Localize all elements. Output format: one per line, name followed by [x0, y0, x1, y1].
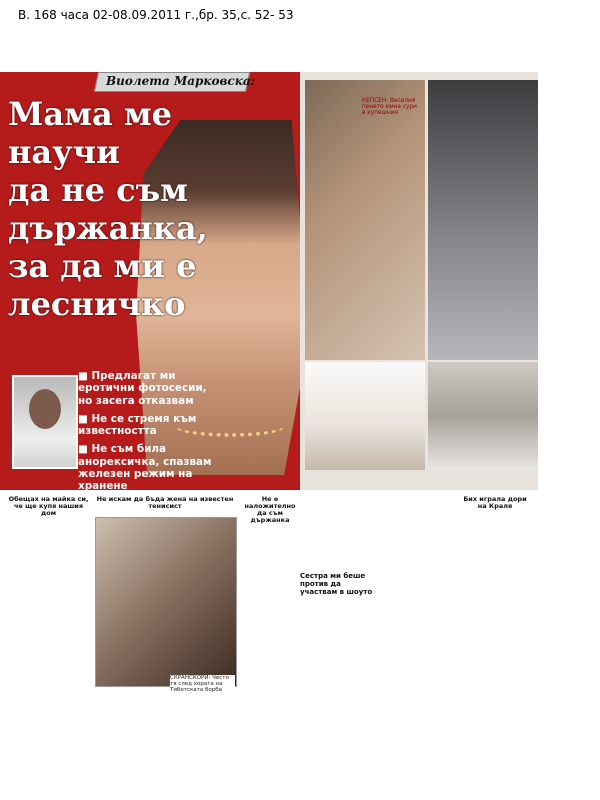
bullet-item: ■ Предлагат ми еротични фотосесии, но засега отказвам: [78, 370, 207, 407]
page-caption: В. 168 часа 02-08.09.2011 г.,бр. 35,с. 52- 53: [18, 8, 294, 22]
article-column: [240, 492, 300, 528]
bullet-item: ■ Не съм била анорексичка, спазвам железен режим на хранене: [78, 443, 212, 493]
couple-photo: [95, 517, 237, 687]
stage-photo: [305, 362, 425, 470]
photo-caption-small: СКРАНСКОРИ: Често тя след хората на Тибетската борба: [170, 675, 235, 693]
headline-line: лесничко: [8, 285, 186, 323]
section-head: Бих играла дори на Краля: [463, 495, 527, 510]
bullets-list: [78, 370, 223, 499]
section-head: Обещах на майка си, че ще купя нашия дом: [8, 495, 89, 517]
byline: Виолета Марковска:: [106, 74, 256, 88]
headline-line: Мама ме научи: [8, 95, 172, 171]
article-column: [460, 492, 530, 514]
closeup-photo: [428, 80, 538, 360]
headline-line: да не съм: [8, 171, 188, 209]
section-head: Не е наложително да съм държанка: [244, 495, 296, 524]
sidebar-text: [538, 72, 600, 490]
pull-quote: Сестра ми беше против да участвам в шоуто: [300, 572, 373, 596]
section-head: Не искам да бъда жена на известен тенисист: [96, 495, 234, 510]
article-column: [95, 492, 235, 514]
skater-photo: [305, 80, 425, 360]
costume-photo: [428, 362, 538, 470]
article-column: [6, 492, 91, 521]
headline-line: за да ми е: [8, 247, 197, 285]
bullet-item: ■ Не се стремя към известността: [78, 412, 197, 438]
article-body: [0, 492, 600, 792]
photo-caption: КЕПСЕН: Веселия пенето мина сури в купешния: [362, 98, 417, 116]
inset-photo: [12, 375, 78, 469]
headline-line: държанка,: [8, 209, 208, 247]
headline: [8, 95, 218, 323]
